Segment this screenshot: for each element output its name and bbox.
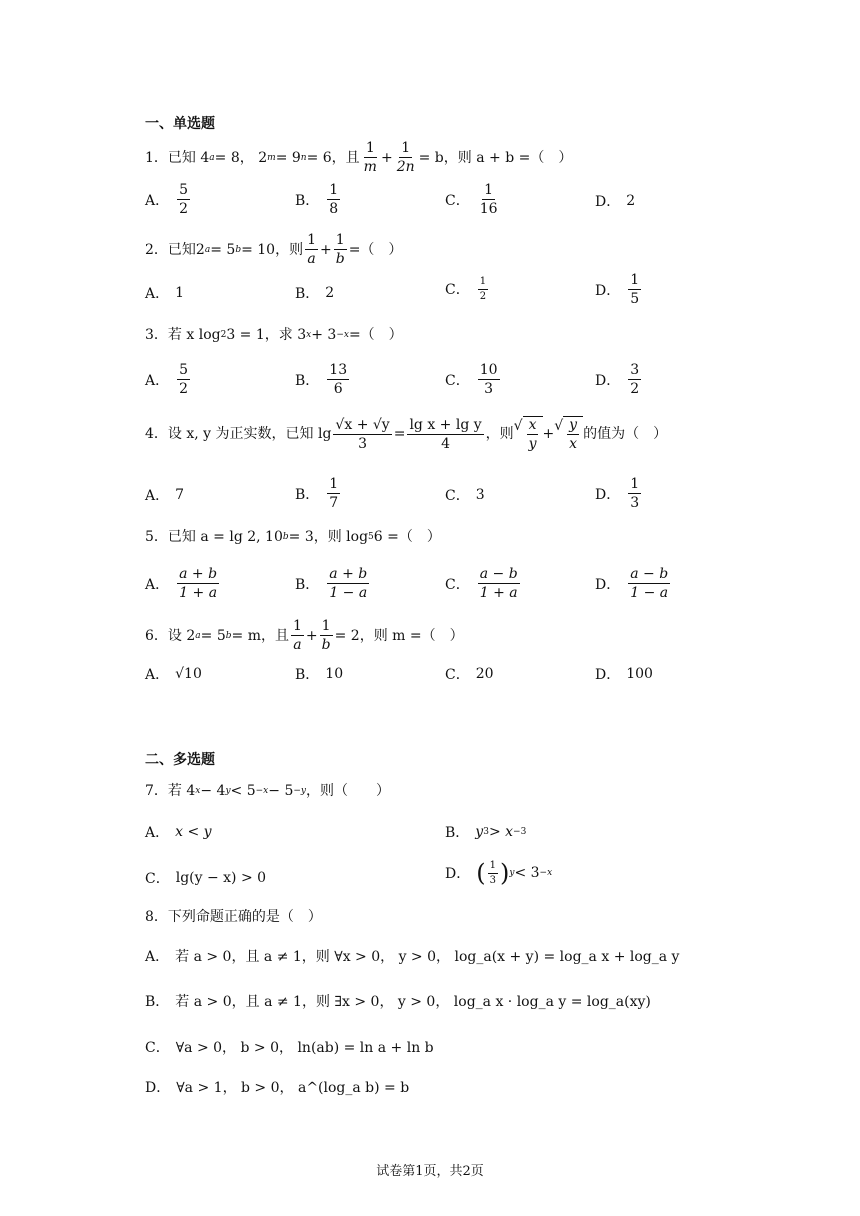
q1-option-c[interactable]: C． $\frac{1}{16}$ (445, 182, 498, 218)
question-8: 8． 下列命题正确的是（ ） (145, 909, 322, 925)
fraction: $\frac{1}{m}$ (363, 140, 377, 176)
question-4: 4． 设 x, y 为正实数，已知 lg $\frac{√x + √y}{3}$ = $\frac{\text{lg x + lg y}}{4}$ ，则 √ $\frac{x}{y}$ + √ $\frac{y}{x}$ 的值为（ ） (145, 416, 668, 453)
q2-option-b[interactable]: B． 2 (295, 285, 335, 302)
q3-option-b[interactable]: B． $\frac{13}{6}$ (295, 362, 348, 398)
question-2: 2． 已知 2 a = 5 b = 10，则 $\frac{1}{a}$ + $\frac{1}{b}$ =（ ） (145, 232, 403, 268)
question-3: 3． 若 x log 2 3 = 1，求 3 x + 3 −x =（ ） (145, 327, 403, 343)
q5-option-b[interactable]: B． $\frac{a + b}{1 - a}$ (295, 566, 368, 602)
q4-option-a[interactable]: A． 7 (145, 487, 185, 504)
question-1: 1． 已知 4 a = 8， 2 m = 9 n = 6，且 $\frac{1}{m}$ + $\frac{1}{2n}$ = b，则 a + b =（ ） (145, 140, 573, 176)
page-footer: 试卷第1页，共2页 (376, 1164, 484, 1179)
q7-option-a[interactable]: A． x < y (145, 824, 212, 841)
q1-option-b[interactable]: B． $\frac{1}{8}$ (295, 182, 339, 218)
q4-option-c[interactable]: C． 3 (445, 487, 485, 504)
q8-option-c[interactable]: C． ∀a > 0， b > 0， ln(ab) = ln a + ln b (145, 1040, 434, 1056)
section-title-multi: 二、多选题 (145, 752, 215, 768)
q8-option-d[interactable]: D． ∀a > 1， b > 0， a^(log_a b) = b (145, 1080, 410, 1096)
q8-option-b[interactable]: B． 若 a > 0，且 a ≠ 1，则 ∃x > 0， y > 0， log_a x · log_a y = log_a(xy) (145, 994, 651, 1010)
q2-option-a[interactable]: A． 1 (145, 285, 185, 302)
question-7: 7． 若 4 x − 4 y < 5 −x − 5 −y ，则（ ） (145, 783, 390, 799)
q6-option-d[interactable]: D． 100 (595, 666, 653, 683)
q5-option-c[interactable]: C． $\frac{a - b}{1 + a}$ (445, 566, 518, 602)
question-6: 6． 设 2 a = 5 b = m，且 $\frac{1}{a}$ + $\frac{1}{b}$ = 2，则 m =（ ） (145, 618, 464, 654)
q7-option-b[interactable]: B． y 3 > x −3 (445, 824, 527, 841)
q6-option-b[interactable]: B． 10 (295, 666, 344, 683)
q4-option-d[interactable]: D． $\frac{1}{3}$ (595, 476, 640, 512)
q7-option-c[interactable]: C． lg(y − x) > 0 (145, 870, 267, 887)
q5-option-d[interactable]: D． $\frac{a - b}{1 - a}$ (595, 566, 669, 602)
question-5: 5． 已知 a = lg 2, 10 b = 3，则 log 5 6 =（ ） (145, 529, 441, 545)
q6-option-a[interactable]: A． √10 (145, 666, 202, 683)
q2-option-c[interactable]: C． $\frac{1}{2}$ (445, 276, 487, 302)
section-title-single: 一、单选题 (145, 116, 215, 132)
q1-option-a[interactable]: A． $\frac{5}{2}$ (145, 182, 189, 218)
q6-option-c[interactable]: C． 20 (445, 666, 494, 683)
q3-option-a[interactable]: A． $\frac{5}{2}$ (145, 362, 189, 398)
q5-option-a[interactable]: A． $\frac{a + b}{1 + a}$ (145, 566, 218, 602)
q1-option-d[interactable]: D． 2 (595, 193, 636, 210)
q3-option-d[interactable]: D． $\frac{3}{2}$ (595, 362, 640, 398)
q4-option-b[interactable]: B． $\frac{1}{7}$ (295, 476, 339, 512)
q7-option-d[interactable]: D． ( $\frac{1}{3}$ ) y < 3 −x (445, 859, 553, 887)
q3-option-c[interactable]: C． $\frac{10}{3}$ (445, 362, 498, 398)
q8-option-a[interactable]: A． 若 a > 0，且 a ≠ 1，则 ∀x > 0， y > 0， log_a(x + y) = log_a x + log_a y (145, 949, 680, 965)
q2-option-d[interactable]: D． $\frac{1}{5}$ (595, 272, 640, 308)
